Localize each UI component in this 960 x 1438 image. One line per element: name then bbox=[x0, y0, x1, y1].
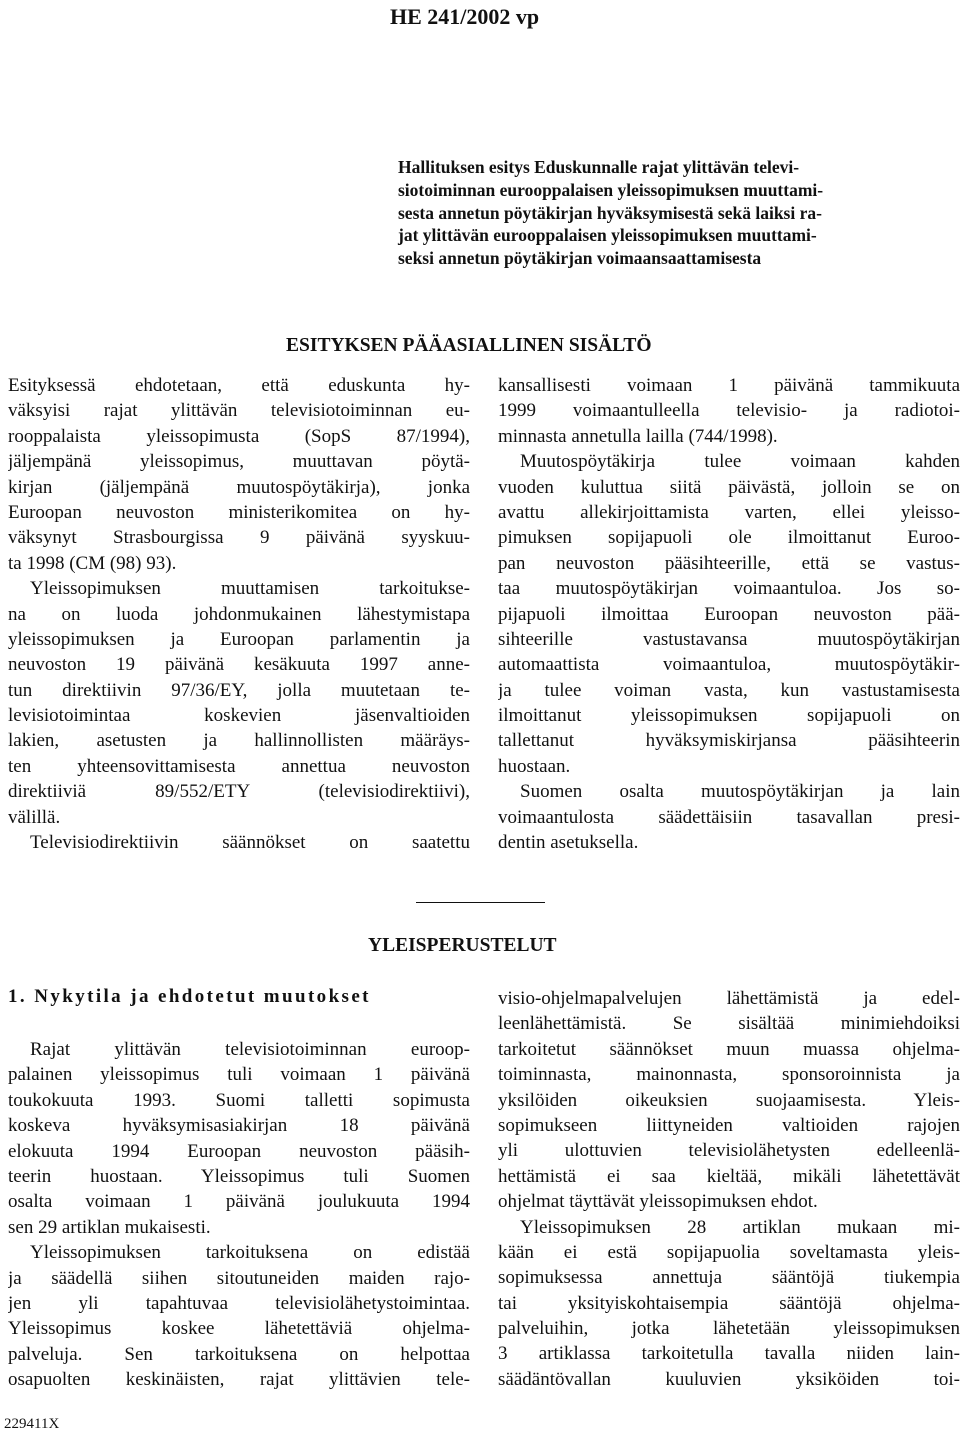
text-line: ja säädellä siihen sitoutuneiden maiden rajo- bbox=[8, 1267, 470, 1289]
text-line: ten yhteensovittamisesta annettua neuvoston bbox=[8, 755, 470, 777]
paragraph bbox=[498, 1215, 960, 1393]
text-line: yksilöiden oikeuksien suojaamisesta. Yleis- bbox=[498, 1089, 960, 1111]
text-line: sihteerille vastustavansa muutospöytäkirjan bbox=[498, 628, 960, 650]
text-line: tai yksityiskohtaisempia sääntöjä ohjelma- bbox=[498, 1292, 960, 1314]
paragraph bbox=[498, 373, 960, 449]
text-line: jen yli tapahtuvaa televisiolähetystoimintaa. bbox=[8, 1292, 470, 1314]
title-line: siotoiminnan eurooppalaisen yleissopimuksen muuttami- bbox=[398, 179, 824, 200]
text-line: toiminnasta, mainonnasta, sponsoroinnista ja bbox=[498, 1064, 960, 1086]
text-line: väksynyt Strasbourgissa 9 päivänä syyskuu- bbox=[8, 527, 470, 549]
text-line: Rajat ylittävän televisiotoiminnan euroop- bbox=[30, 1039, 470, 1060]
text-line: sopimukseen liittyneiden valtioiden rajojen bbox=[498, 1114, 960, 1136]
text-line: dentin asetuksella. bbox=[498, 832, 639, 854]
text-line: leenlähettämistä. Se sisältää minimiehdoiksi bbox=[498, 1013, 960, 1035]
text-line: pijapuoli ilmoittaa Euroopan neuvoston pää- bbox=[498, 603, 960, 625]
title-line: jat ylittävän eurooppalaisen yleissopimuksen muuttami- bbox=[398, 225, 817, 246]
text-line: säädäntövallan kuuluvien yksiköiden toi- bbox=[498, 1368, 960, 1390]
text-line: elokuuta 1994 Euroopan neuvoston pääsih- bbox=[8, 1140, 470, 1162]
text-line: väksyisi rajat ylittävän televisiotoiminnan eu- bbox=[8, 400, 470, 422]
text-line: ohjelmat täyttävät yleissopimuksen ehdot. bbox=[498, 1191, 818, 1213]
text-line: jäljempänä yleissopimus, muuttavan pöytä- bbox=[8, 451, 470, 473]
section-heading: 1. Nykytila ja ehdotetut muutokset bbox=[8, 986, 371, 1007]
text-line: kansallisesti voimaan 1 päivänä tammikuuta bbox=[498, 375, 960, 396]
text-line: osalta voimaan 1 päivänä joulukuuta 1994 bbox=[8, 1191, 470, 1213]
text-line: Muutospöytäkirja tulee voimaan kahden bbox=[520, 451, 960, 473]
text-line: automaattista voimaantuloa, muutospöytäkir- bbox=[498, 654, 960, 676]
summary-heading: ESITYKSEN PÄÄASIALLINEN SISÄLTÖ bbox=[286, 335, 652, 356]
text-line: Yleissopimus koskee lähetettäviä ohjelma- bbox=[8, 1318, 470, 1340]
text-line: neuvoston 19 päivänä kesäkuuta 1997 anne- bbox=[8, 654, 470, 676]
text-line: 3 artiklassa tarkoitetulla tavalla niiden lain- bbox=[498, 1343, 960, 1365]
paragraph bbox=[8, 1037, 470, 1240]
summary-left-column bbox=[8, 373, 470, 855]
text-line: visio-ohjelmapalvelujen lähettämistä ja edel- bbox=[498, 988, 960, 1009]
body-left-column bbox=[8, 1037, 470, 1392]
paragraph bbox=[8, 373, 470, 576]
text-line: hettämistä ei saa kieltää, mikäli lähetettävät bbox=[498, 1165, 960, 1187]
text-line: rooppalaista yleissopimusta (SopS 87/1994), bbox=[8, 425, 470, 447]
text-line: voimaantulosta säädettäisiin tasavallan presi- bbox=[498, 806, 960, 828]
paragraph bbox=[8, 830, 470, 855]
text-line: kään ei estä sopijapuolia soveltamasta yleis- bbox=[498, 1241, 960, 1263]
text-line: yli ulottuvien televisiolähetysten edelleenlä- bbox=[498, 1140, 960, 1162]
text-line: huostaan. bbox=[498, 755, 571, 777]
text-line: välillä. bbox=[8, 806, 61, 828]
bill-title bbox=[398, 156, 958, 270]
text-line: ja tulee voiman vasta, kun vastustamisesta bbox=[498, 679, 960, 701]
paragraph bbox=[498, 779, 960, 855]
text-line: teerin huostaan. Yleissopimus tuli Suomen bbox=[8, 1165, 470, 1187]
paragraph bbox=[8, 576, 470, 830]
title-line: Hallituksen esitys Eduskunnalle rajat ylittävän televi- bbox=[398, 157, 800, 177]
text-line: Yleissopimuksen 28 artiklan mukaan mi- bbox=[520, 1216, 960, 1238]
text-line: ta 1998 (CM (98) 93). bbox=[8, 552, 177, 574]
text-line: Euroopan neuvoston ministerikomitea on hy- bbox=[8, 501, 470, 523]
text-line: Televisiodirektiivin säännökset on saatettu bbox=[30, 832, 470, 854]
text-line: direktiiviä 89/552/ETY (televisiodirektiivi), bbox=[8, 781, 470, 803]
text-line: kirjan (jäljempänä muutospöytäkirja), jonka bbox=[8, 476, 470, 498]
text-line: tun direktiivin 97/36/EY, jolla muutetaan te- bbox=[8, 679, 470, 701]
text-line: levisiotoimintaa koskevien jäsenvaltioiden bbox=[8, 705, 470, 727]
text-line: osapuolten keskinäisten, rajat ylittävien tele- bbox=[8, 1369, 470, 1391]
text-line: pimuksen sopijapuoli ole ilmoittanut Euroo- bbox=[498, 527, 960, 549]
text-line: lakien, asetusten ja hallinnollisten määräys- bbox=[8, 730, 470, 752]
text-line: tarkoitetut säännökset muun muassa ohjelma- bbox=[498, 1038, 960, 1060]
general-heading: YLEISPERUSTELUT bbox=[368, 935, 557, 956]
section-divider bbox=[416, 902, 545, 903]
text-line: Yleissopimuksen tarkoituksena on edistää bbox=[30, 1242, 470, 1264]
text-line: Suomen osalta muutospöytäkirjan ja lain bbox=[520, 781, 960, 803]
text-line: palveluihin, jotka lähetetään yleissopimuksen bbox=[498, 1318, 960, 1340]
text-line: sen 29 artiklan mukaisesti. bbox=[8, 1216, 211, 1238]
text-line: vuoden kuluttua siitä päivästä, jolloin se on bbox=[498, 476, 960, 498]
text-line: palainen yleissopimus tuli voimaan 1 päivänä bbox=[8, 1064, 470, 1086]
paragraph bbox=[8, 1240, 470, 1392]
text-line: toukokuuta 1993. Suomi talletti sopimusta bbox=[8, 1089, 470, 1111]
text-line: taa muutospöytäkirjan voimaantuloa. Jos so- bbox=[498, 578, 960, 600]
paragraph bbox=[498, 449, 960, 779]
text-line: avattu allekirjoittamista varten, ellei yleisso- bbox=[498, 501, 960, 523]
title-line: sesta annetun pöytäkirjan hyväksymisestä sekä laiksi ra- bbox=[398, 202, 822, 223]
text-line: ilmoittanut yleissopimuksen sopijapuoli on bbox=[498, 705, 960, 727]
text-line: minnasta annetulla lailla (744/1998). bbox=[498, 425, 778, 447]
text-line: Yleissopimuksen muuttamisen tarkoitukse- bbox=[30, 578, 470, 600]
text-line: pan neuvoston pääsihteerille, että se vastus- bbox=[498, 552, 960, 574]
text-line: koskeva hyväksymisasiakirjan 18 päivänä bbox=[8, 1115, 470, 1137]
document-number: HE 241/2002 vp bbox=[390, 4, 540, 29]
text-line: palveluja. Sen tarkoituksena on helpottaa bbox=[8, 1343, 470, 1365]
footer-code: 229411X bbox=[4, 1416, 60, 1432]
text-line: 1999 voimaantulleella televisio- ja radiotoi- bbox=[498, 400, 960, 422]
text-line: Esityksessä ehdotetaan, että eduskunta hy- bbox=[8, 375, 470, 396]
summary-right-column bbox=[498, 373, 960, 855]
body-right-column bbox=[498, 986, 960, 1392]
text-line: tallettanut hyväksymiskirjansa pääsihteerin bbox=[498, 730, 960, 752]
title-line: seksi annetun pöytäkirjan voimaansaattamisesta bbox=[398, 248, 762, 269]
text-line: sopimuksessa annettuja sääntöjä tiukempia bbox=[498, 1267, 960, 1289]
text-line: na on luoda johdonmukainen lähestymistapa bbox=[8, 603, 470, 625]
paragraph bbox=[498, 986, 960, 1215]
text-line: yleissopimuksen ja Euroopan parlamentin ja bbox=[8, 628, 470, 650]
